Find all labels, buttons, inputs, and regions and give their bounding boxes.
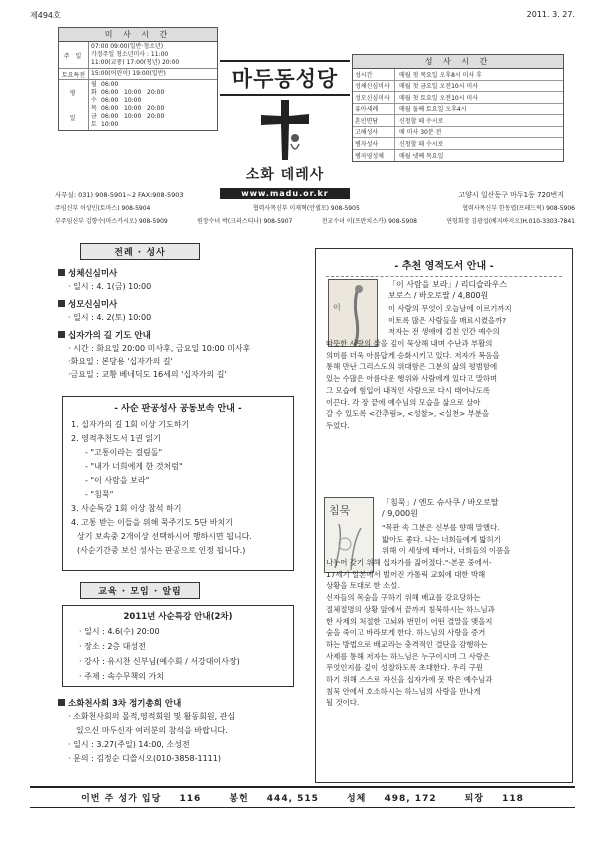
mass-weekday-label: 평 [69,90,78,97]
staff-entry: 원장수녀 박(크리스티나) 908-5907 [197,218,293,225]
staff-entry: 주임신부 이상민(토마스) 908-5904 [55,205,151,212]
lent-line: - "고통이라는 걸림돌" [85,448,163,457]
meeting-title: 소화천사회 3차 정기총회 안내 [58,697,181,709]
meeting-line: 있으신 마두신자 여러분의 참석을 바랍니다. [76,726,228,735]
book1-body: 따뜻한 사랑의 삶을 깊이 묵상해 내며 수난과 부활의 의미를 더욱 아름답게 승화시키고 있다. 저자가 복음을 통해 만난 그리스도의 위대함은 그분의 삶의 평범함에 있는 수많은 아름다운 행위와 사람에게 있다고 말하며 그 모습에 힘입어 내적인 사람으로 다시 태어나도록 이끈다. 각 장 끝에 예수님의 모습을 삶으로 살아 갈 수 있도록 <간추림>, <성찰>, <실천> 부분을 두었다. [326,339,500,430]
mass-sunday-line: 07:00 09:00(일반·청소년) [91,43,164,50]
staff-row [55,216,575,225]
mass-schedule [58,27,218,131]
book2-body: 나누어 갖기 위해 십자가를 짊어졌다."-본문 중에서- 17세기 일본에서 벌어진 가톨릭 교회에 대한 박해 상황을 토대로 한 소설. 신자들의 목숨을 구하기 위해 배교를 강요당하는 절체절명의 상황 앞에서 끝까지 침묵하시는 하느님과 한 사제의 처절한 고뇌와 번민이 어떤 결말을 맺을지 숨을 죽이고 바라보게 한다. 하느님의 사랑을 증거 하는 방법으로 배교라는 충격적인 결단을 감행하는 사제를 통해 저자는 하느님은 누구이시며 그 사랑은 무엇인지를 깊이 성찰하도록 초대한다. 우리 구원 하기 위해 스스로 자신을 십자가에 못 박은 예수님과 침묵 안에서 호소하시는 하느님의 사랑을 만나게 될 것이다. [326,558,495,708]
lecture-line: · 주제 : 속수무책의 가치 [79,672,164,681]
sacrament-schedule-title: 성 사 시 간 [353,55,563,69]
lent-line: 4. 고통 받는 이들을 위해 묵주기도 5단 바치기 [71,518,233,527]
lent-line: 상기 보속중 2개이상 선택하시어 행하시면 됩니다. [77,532,252,541]
mass-weekday-row [59,80,217,130]
book2-meta: 「침묵」/ 엔도 슈사쿠 / 바오로딸 / 9,000원 [382,498,499,518]
weekday-row: 금 06:00 10:00 20:00 [91,113,165,120]
lent-line: - "침묵" [85,490,114,499]
stations-line: ·금요일 : 교황 베네딕도 16세의 '십자가의 길' [68,370,227,379]
stations-line: ·화요일 : 본당용 '십자가의 길' [68,357,173,366]
eucharist-mass-date: · 일시 : 4. 1(금) 10:00 [68,282,152,291]
lecture-line: · 강사 : 유시찬 신부님(예수회 / 서강대이사장) [79,657,240,666]
mass-weekday-label: 일 [69,115,78,122]
weekly-stats-bar [30,786,575,808]
mass-sunday-row [59,42,217,69]
weekday-row: 목 06:00 10:00 20:00 [91,105,165,112]
sacrament-row: 병자영성체 매월 넷째 목요일 [353,150,563,162]
lent-line: (사순기간중 보신 성사는 판공으로 인정 됩니다.) [77,546,246,555]
mass-saturday-row [59,69,217,80]
square-bullet-icon [58,269,65,276]
weekday-row: 수 06:00 10:00 [91,97,142,104]
square-bullet-icon [58,331,65,338]
svg-text:침묵: 침묵 [329,504,351,517]
mass-schedule-title: 미 사 시 간 [59,28,217,42]
mass-saturday-value: 15:00(어린이) 19:00(일반) [91,70,166,77]
lecture-line: · 장소 : 2층 대성전 [79,642,146,651]
parish-address: 고양시 일산동구 마두1동 720번지 [458,191,564,199]
website-link[interactable]: www.madu.or.kr [220,188,350,199]
mass-sunday-line: 가정주일 청소년미사 : 11:00 [91,51,169,58]
liturgy-section-header: 전례 · 성사 [80,243,200,260]
sacrament-row: 고해성사 매 미사 30분 전 [353,127,563,139]
cross-icon [220,96,350,164]
lent-penance-box [62,396,294,571]
staff-row [55,203,575,212]
lent-line: - "내가 너희에게 한 것처럼" [85,462,183,471]
lent-line: 3. 사순특강 1회 이상 참석 하기 [71,504,182,513]
lent-line: - "이 사람을 보라" [85,476,150,485]
meeting-line: · 일시 : 3.27(주일) 14:00, 소성전 [68,740,190,749]
book-recommendation-box [315,248,573,783]
sacrament-schedule [352,54,564,162]
weekday-row: 토 10:00 [91,121,119,128]
issue-date: 2011. 3. 27. [526,10,575,19]
offertory-stat: 봉헌 444, 515 [229,794,319,804]
attendance-stat: 이번 주 성가 입당 116 [81,794,202,804]
sacrament-row: 성모신심미사 매월 첫 토요일 오전10시 미사 [353,92,563,104]
eucharist-mass-title: 성체신심미사 [58,267,117,279]
meeting-line: · 문의 : 김정순 디쓸시오(010-3858-1111) [68,754,221,763]
sacrament-row: 성체신심미사 매월 첫 금요일 오전10시 미사 [353,81,563,93]
parish-patron: 소화 데레사 [245,167,325,183]
header-line [30,10,575,21]
parish-name: 마두동성당 [220,60,350,96]
weekday-row: 화 06:00 10:00 20:00 [91,89,165,96]
staff-entry: 전교수녀 이(프란치스카) 908-5908 [321,218,417,225]
lecture-line: · 일시 : 4.6(수) 20:00 [79,627,160,636]
issue-number: 제494호 [30,11,61,20]
square-bullet-icon [58,699,65,706]
mass-sunday-label: 주 일 [59,42,89,68]
book1-body-top: 이 사람의 무엇이 오늘날에 이르기까지 이토록 많은 사람들을 매료시켰을까? 저자는 전 생애에 걸친 인간 예수의 [388,304,512,337]
lent-line: 1. 십자가의 길 1회 이상 기도하기 [71,420,190,429]
stations-line: · 시간 : 화요일 20:00 미사후, 금요일 10:00 미사후 [68,344,251,353]
book2-body-top: "목판 속 그분은 신부를 향해 말했다. 밟아도 좋다. 나는 너희들에게 밟히기 위해 이 세상에 태어나, 너희들의 이픔을 [382,523,511,556]
sacrament-row: 병자성사 신청할 때 수시로 [353,138,563,150]
book-section-title: - 추천 영적도서 안내 - [326,257,562,277]
sacrament-row: 혼인면담 신청할 때 수시로 [353,115,563,127]
lecture-box [62,605,294,687]
svg-text:이: 이 [333,303,341,312]
lent-line: 2. 영적추천도서 1권 읽기 [71,434,161,443]
lecture-title: 2011년 사순특강 안내(2차) [123,612,233,622]
lent-box-title: - 사순 판공성사 공동보속 안내 - [114,404,242,414]
staff-entry: 협력사목신부 이재혁(안셀모) 908-5905 [252,205,360,212]
communion-stat: 성체 498, 172 [346,794,437,804]
marian-mass-title: 성모신심미사 [58,298,117,310]
book-cover-image [328,279,378,347]
staff-entry: 협력사목신부 한동엽(프레드릭) 908-5906 [462,205,575,212]
square-bullet-icon [58,300,65,307]
office-contact: 사무실: 031) 908-5901~2 FAX:908-5903 [55,191,184,199]
staff-entry: 부주임신부 김향수(마스카시오) 908-5909 [55,218,168,225]
book1-meta: 「이 사람을 보라」/ 리디슬라우스 보로스 / 바오로딸 / 4,800원 [388,280,508,300]
staff-entry: 연령회장 김광섭(베지바지오)H.010-3303-7841 [446,218,575,225]
sacrament-row: 성시간 매월 첫 목요일 오후8시 미사 후 [353,69,563,81]
mass-saturday-label: 토요특전 [59,69,89,79]
mass-sunday-line: 11:00(교중) 17:00(청년) 20:00 [91,59,180,66]
sacrament-row: 유아세례 매월 둘째 토요일 오후4시 [353,104,563,116]
weekday-row: 월 06:00 [91,81,119,88]
parish-title-block [220,60,350,199]
marian-mass-date: · 일시 : 4. 2(토) 10:00 [68,313,152,322]
education-section-header: 교육 · 모임 · 알림 [80,582,200,599]
stations-title: 십자가의 길 기도 안내 [58,329,151,341]
meeting-line: · 소화천사회의 몰적,영적회원 및 활동회원, 관심 [68,712,236,721]
recession-stat: 퇴장 118 [464,794,524,804]
